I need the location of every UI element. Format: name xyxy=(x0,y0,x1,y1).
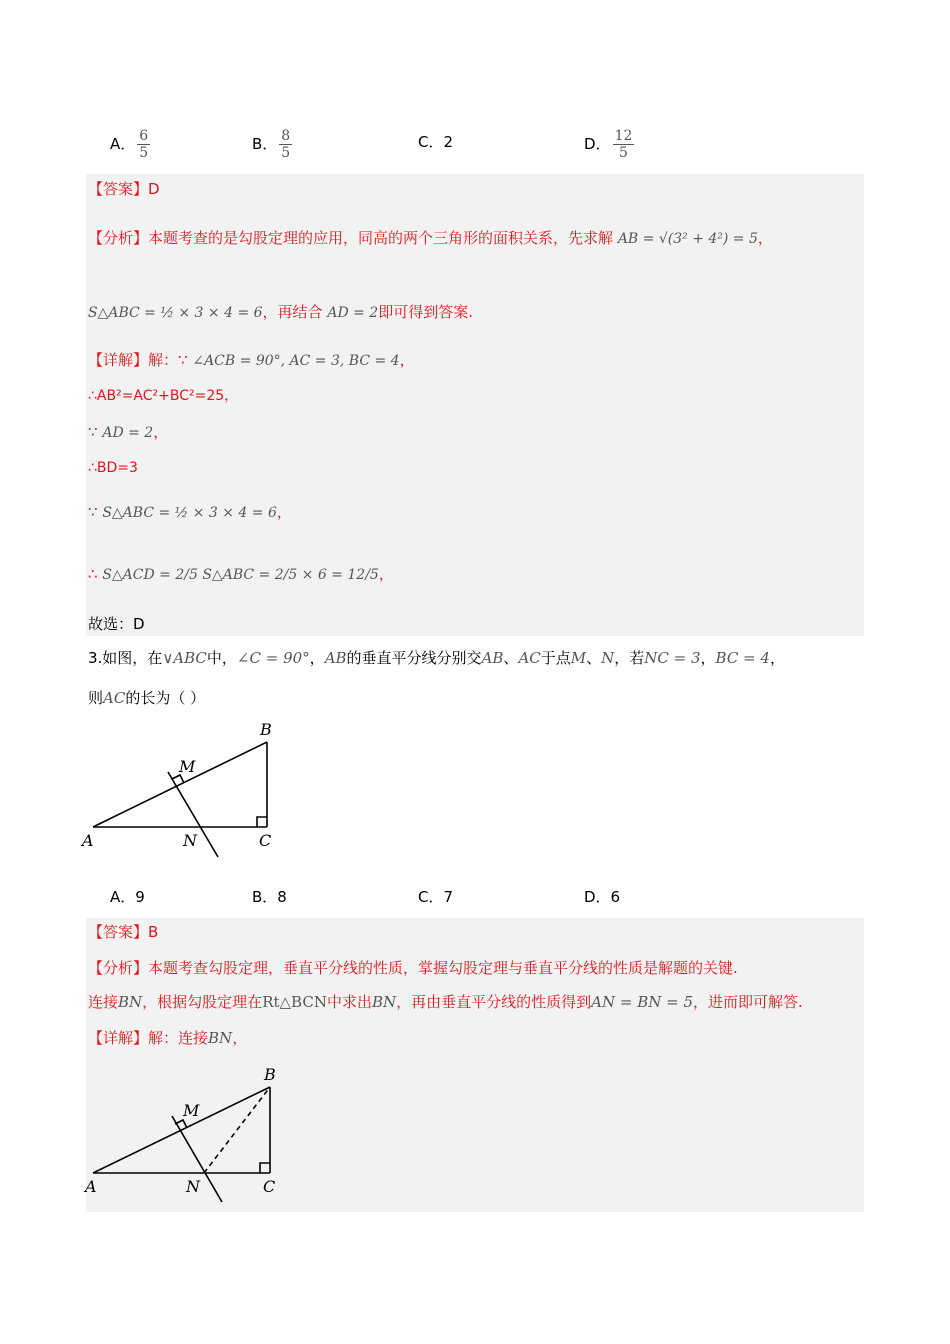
q3-option-a: A．9 xyxy=(110,888,145,906)
q2-step5: ∴ S△ACD = 2/5 S△ABC = 2/5 × 6 = 12/5， xyxy=(88,565,394,583)
q2-analysis: 【分析】本题考查的是勾股定理的应用，同高的两个三角形的面积关系，先求解 AB = √(3² + 4²) = 5， xyxy=(88,229,773,247)
label-b: B xyxy=(260,720,272,739)
q2-answer: 【答案】D xyxy=(88,180,160,198)
q2-choose: 故选：D xyxy=(88,615,145,633)
q3-stem-line2: 则AC的长为（ ） xyxy=(88,689,206,707)
label-m: M xyxy=(183,1101,200,1120)
option-c: C．2 xyxy=(418,133,454,151)
label-a: A xyxy=(82,831,94,850)
option-b: B． $\frac{8}{5}$ xyxy=(252,128,291,161)
q3-analysis: 【分析】本题考查勾股定理，垂直平分线的性质，掌握勾股定理与垂直平分线的性质是解题的关键. xyxy=(88,959,738,977)
right-angle-mark-c xyxy=(257,817,267,827)
q2-step2: ∵ AD = 2， xyxy=(88,423,169,441)
option-a: A． $\frac{6}{5}$ xyxy=(110,128,149,161)
q3-option-c: C．7 xyxy=(418,888,454,906)
q3-answer: 【答案】B xyxy=(88,923,159,941)
segment-ab xyxy=(93,742,267,827)
q3-stem-line1: 3.如图，在∨ABC中，∠C = 90°，AB的垂直平分线分别交AB、AC于点M、N，若NC = 3，BC = 4， xyxy=(88,649,785,667)
q2-area-line: S△ABC = ½ × 3 × 4 = 6，再结合 AD = 2即可得到答案. xyxy=(88,303,473,321)
q2-step3: ∴BD=3 xyxy=(88,460,138,476)
q3-option-b: B．8 xyxy=(252,888,287,906)
segment-bn-dashed xyxy=(204,1087,270,1173)
fraction: $\frac{6}{5}$ xyxy=(139,128,149,161)
fraction: $\frac{12}{5}$ xyxy=(614,128,633,161)
q3-detail: 【详解】解：连接BN， xyxy=(88,1029,248,1047)
q3-analysis-line2: 连接BN，根据勾股定理在Rt△BCN中求出BN，再由垂直平分线的性质得到AN = BN = 5，进而即可解答. xyxy=(88,993,803,1011)
q3-option-d: D．6 xyxy=(584,888,621,906)
q3-figure xyxy=(80,716,300,866)
label-n: N xyxy=(186,1177,200,1196)
q2-detail: 【详解】解：∵ ∠ACB = 90°, AC = 3, BC = 4， xyxy=(88,351,415,369)
label-a: A xyxy=(85,1177,97,1196)
right-angle-mark-c xyxy=(260,1163,270,1173)
label-c: C xyxy=(259,831,272,850)
option-d: D． $\frac{12}{5}$ xyxy=(584,128,633,161)
label-n: N xyxy=(183,831,197,850)
segment-ab xyxy=(93,1087,270,1173)
q3-detail-figure xyxy=(80,1062,300,1212)
q2-step4: ∵ S△ABC = ½ × 3 × 4 = 6， xyxy=(88,503,292,521)
q2-step1: ∴AB²=AC²+BC²=25， xyxy=(88,388,239,404)
label-m: M xyxy=(179,757,196,776)
label-b: B xyxy=(264,1065,276,1084)
label-c: C xyxy=(263,1177,276,1196)
fraction: $\frac{8}{5}$ xyxy=(281,128,291,161)
